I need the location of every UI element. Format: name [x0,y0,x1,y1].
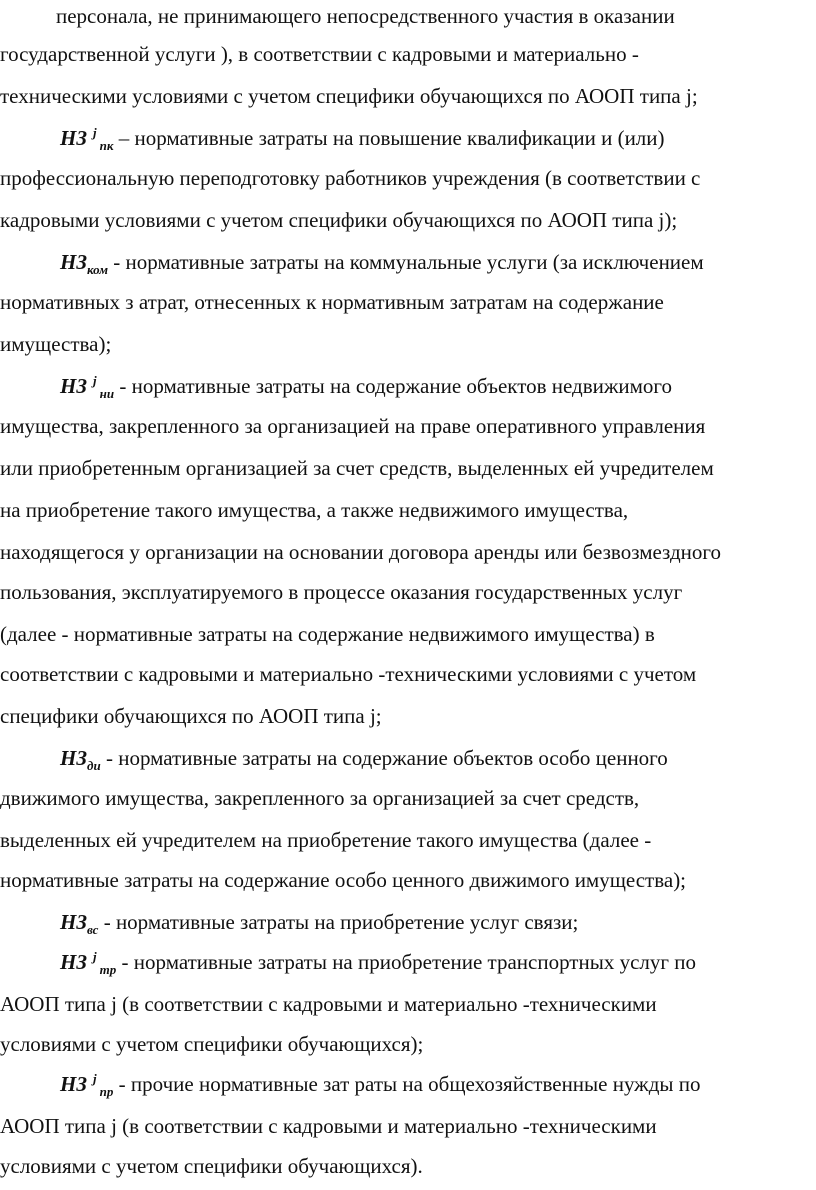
text-line: имущества, закрепленного за организацией на праве оперативного управления [0,414,706,438]
formula-term-ni [60,373,673,401]
term-symbol: НЗ [60,126,88,150]
text-line: условиями с учетом специфики обучающихся). [0,1154,423,1178]
term-symbol: НЗ [60,250,88,274]
text-line: нормативные затраты на содержание особо ценного движимого имущества); [0,868,687,892]
formula-term-vs [60,910,579,937]
text-line: техническими условиями с учетом специфики обучающихся по АООП типа j; [0,84,698,108]
text-line: находящегося у организации на основании договора аренды или безвозмездного [0,540,721,564]
term-subscript: вс [87,922,99,937]
term-definition: - нормативные затраты на приобретение транспортных услуг по [121,950,696,974]
formula-term-di [60,746,668,773]
text-line: выделенных ей учредителем на приобретение такого имущества (далее - [0,828,652,852]
term-superscript: j [93,949,97,964]
term-symbol: НЗ [60,374,88,398]
text-line: профессиональную переподготовку работников учреждения (в соответствии с [0,166,701,190]
text-line: условиями с учетом специфики обучающихся); [0,1032,424,1056]
term-symbol: НЗ [60,910,88,934]
formula-term-tr [60,949,696,977]
text-line: движимого имущества, закрепленного за организацией за счет средств, [0,786,640,810]
term-subscript: ди [87,758,101,773]
text-line: соответствии с кадровыми и материально -техническими условиями с учетом [0,662,697,686]
text-line: кадровыми условиями с учетом специфики обучающихся по АООП типа j); [0,208,678,232]
text-line: АООП типа j (в соответствии с кадровыми и материально -техническими [0,992,657,1016]
term-definition: - нормативные затраты на коммунальные услуги (за исключением [113,250,704,274]
term-subscript: тр [99,962,117,977]
term-symbol: НЗ [60,1072,88,1096]
text-line: нормативных з атрат, отнесенных к нормативным затратам на содержание [0,290,664,314]
term-superscript: j [93,125,97,140]
term-subscript: пр [99,1084,114,1099]
term-definition: - нормативные затраты на приобретение услуг связи; [103,910,579,934]
term-definition: – нормативные затраты на повышение квалификации и (или) [118,126,665,150]
text-line: или приобретенным организацией за счет средств, выделенных ей учредителем [0,456,714,480]
term-subscript: пк [99,138,114,153]
term-symbol: НЗ [60,950,88,974]
term-subscript: ком [87,262,109,277]
term-superscript: j [93,1071,97,1086]
text-line: АООП типа j (в соответствии с кадровыми и материально -техническими [0,1114,657,1138]
formula-term-pr [60,1071,701,1099]
term-definition: - прочие нормативные зат раты на общехозяйственные нужды по [118,1072,701,1096]
term-superscript: j [93,373,97,388]
term-definition: - нормативные затраты на содержание объектов особо ценного [105,746,668,770]
text-line: имущества); [0,332,112,356]
text-line: государственной услуги ), в соответствии с кадровыми и материально - [0,42,639,66]
term-subscript: ни [99,386,115,401]
text-line: персонала, не принимающего непосредственного участия в оказании [56,4,675,28]
formula-term-pk [60,125,665,153]
text-line: на приобретение такого имущества, а также недвижимого имущества, [0,498,629,522]
text-line: (далее - нормативные затраты на содержание недвижимого имущества) в [0,622,655,646]
term-symbol: НЗ [60,746,88,770]
text-line: пользования, эксплуатируемого в процессе оказания государственных услуг [0,580,683,604]
text-line: специфики обучающихся по АООП типа j; [0,704,382,728]
formula-term-kom [60,250,704,277]
term-definition: - нормативные затраты на содержание объектов недвижимого [119,374,673,398]
